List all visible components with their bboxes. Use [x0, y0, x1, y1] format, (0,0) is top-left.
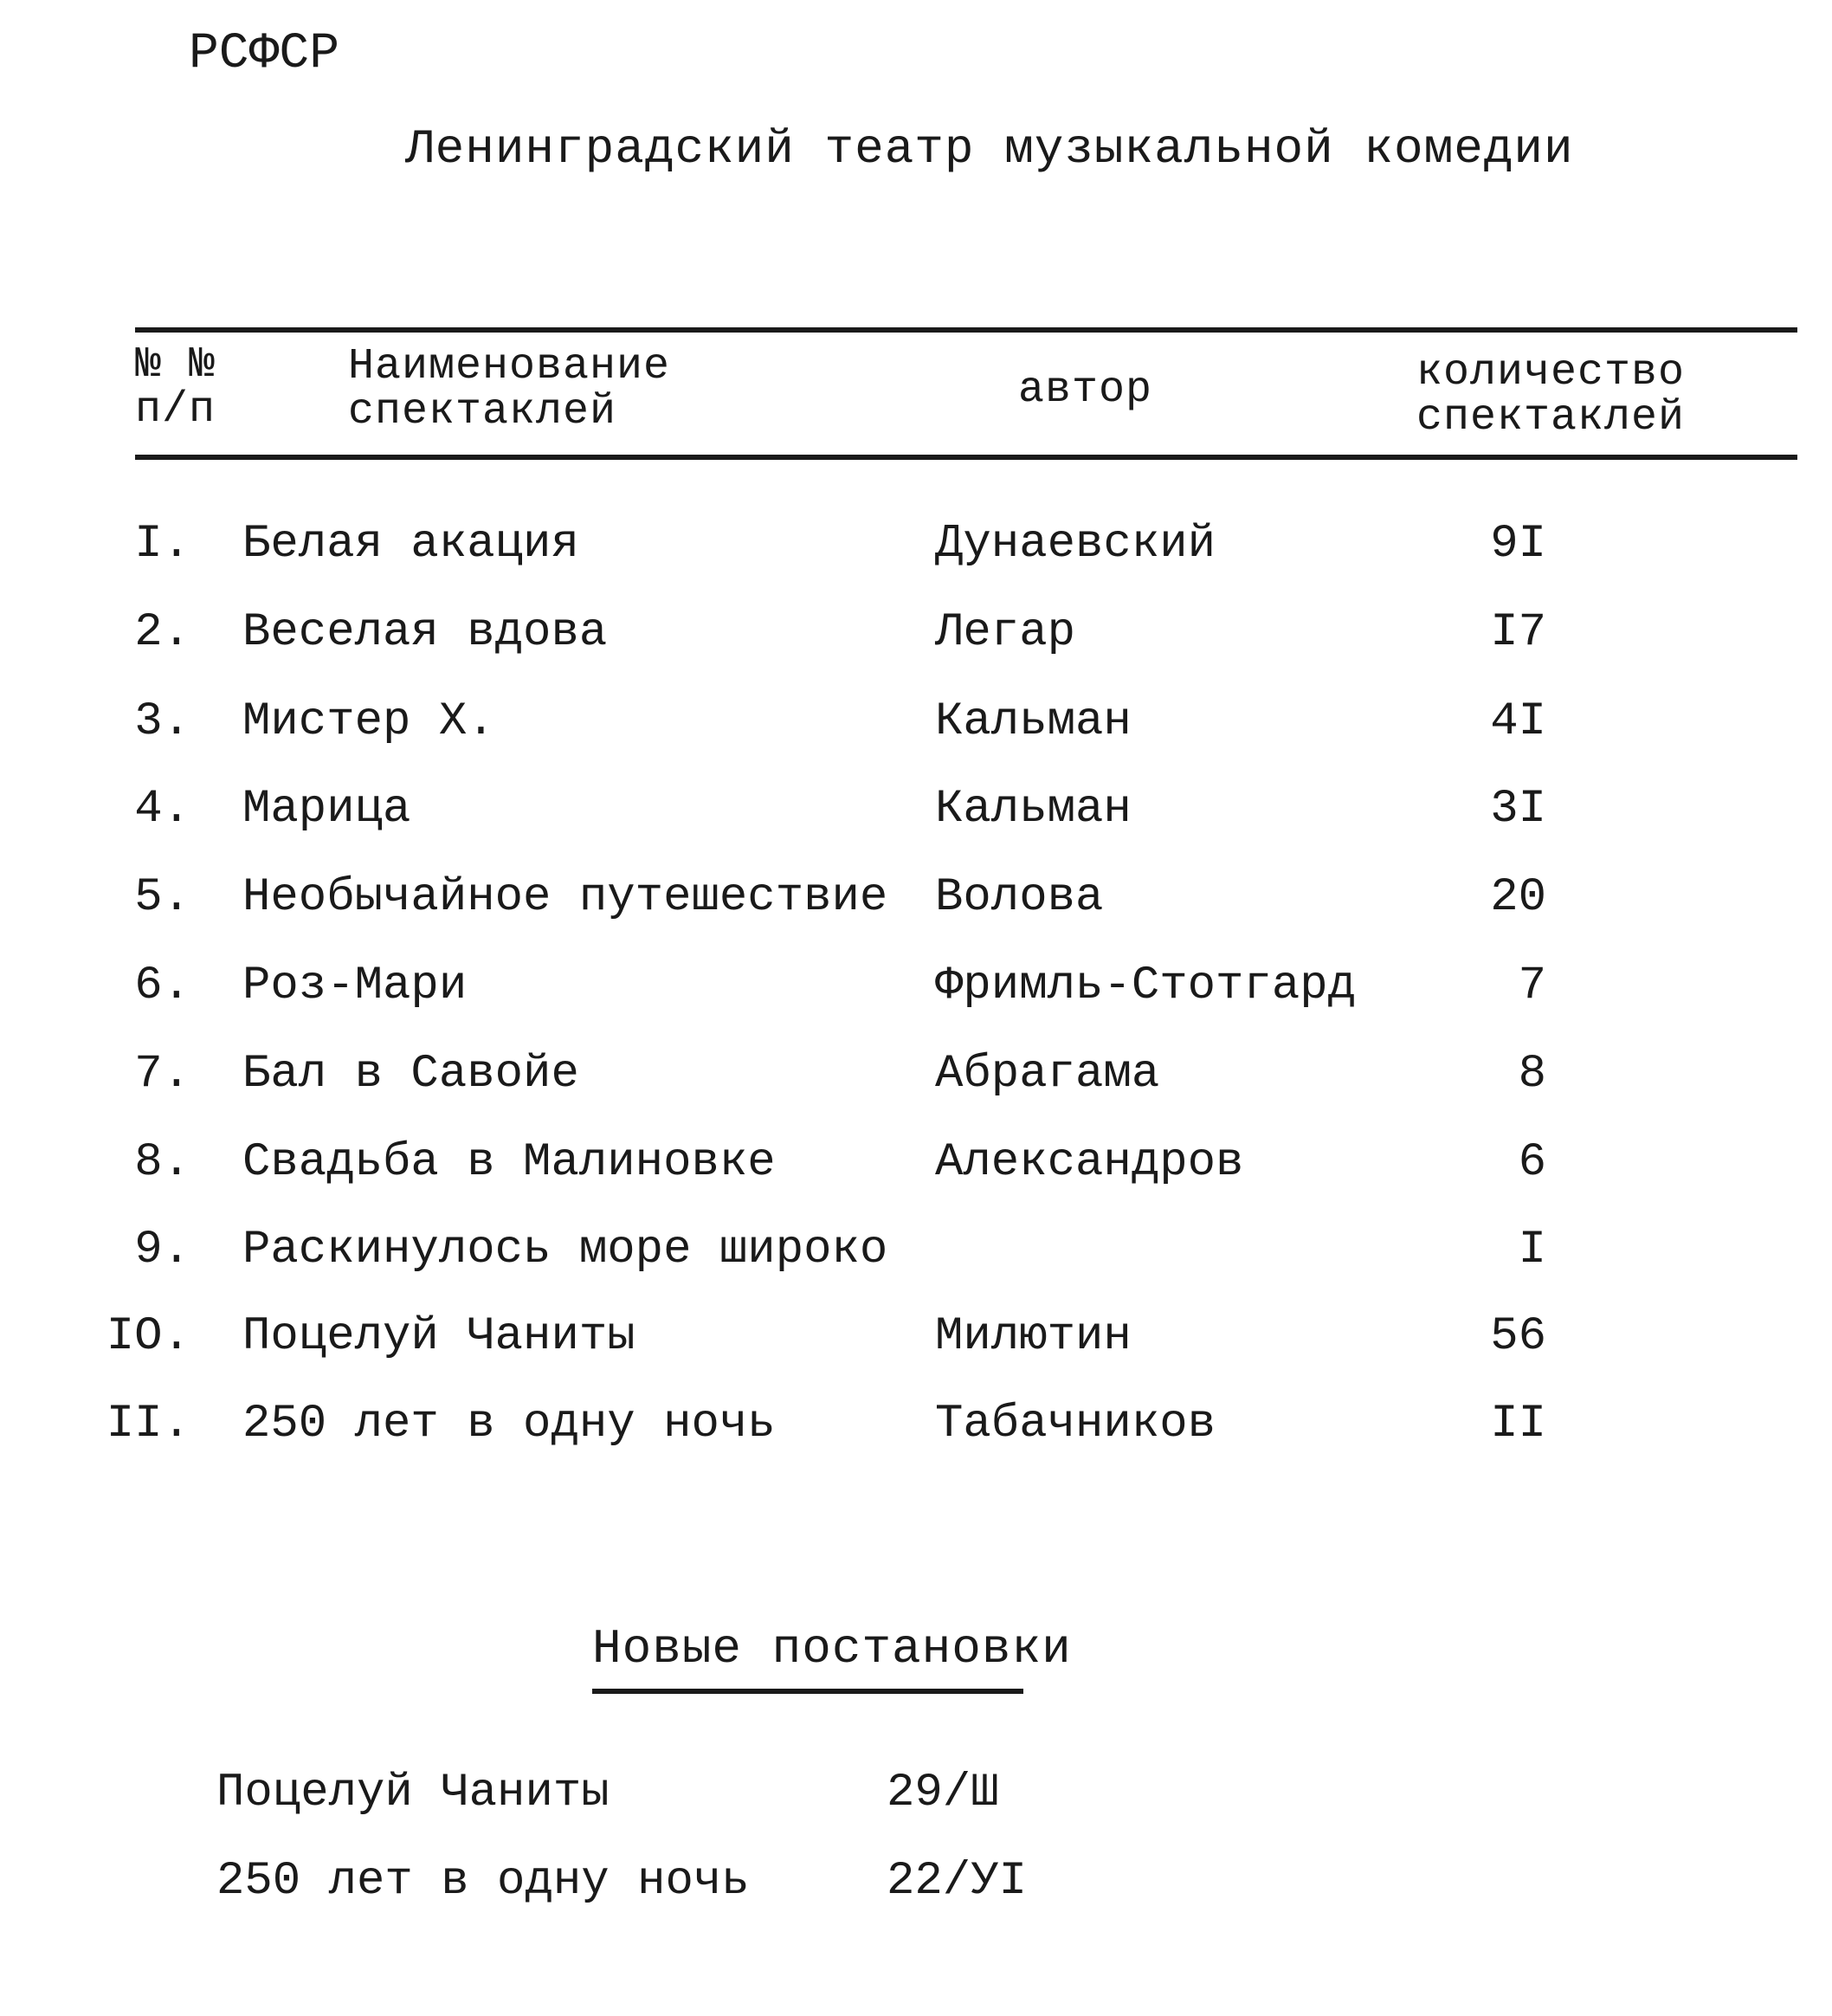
row-count: 4I	[1490, 695, 1546, 748]
row-count: 56	[1490, 1310, 1546, 1363]
row-number: I.	[134, 518, 190, 571]
table-header-rule	[135, 455, 1797, 460]
table-row	[0, 960, 1832, 1029]
list-item	[0, 1855, 1832, 1924]
table-row	[0, 606, 1832, 675]
table-row	[0, 1310, 1832, 1380]
row-count: I7	[1490, 606, 1546, 659]
table-row	[0, 1224, 1832, 1293]
row-title: 250 лет в одну ночь	[242, 1398, 776, 1451]
row-count: 7	[1518, 960, 1546, 1012]
row-number: IO.	[106, 1310, 190, 1363]
table-top-rule	[135, 327, 1797, 333]
row-title: Мистер Х.	[242, 695, 495, 748]
row-title: Марица	[242, 783, 411, 836]
row-author: Табачников	[935, 1398, 1216, 1451]
column-header-author: автор	[1018, 365, 1153, 415]
row-author: Кальман	[935, 783, 1132, 836]
row-title: Необычайное путешествие	[242, 871, 888, 924]
row-title: Поцелуй Чаниты	[242, 1310, 635, 1363]
row-number: 9.	[134, 1224, 190, 1276]
table-row	[0, 783, 1832, 852]
row-count: 9I	[1490, 518, 1546, 571]
table-row	[0, 518, 1832, 587]
new-productions-title: Новые постановки	[592, 1621, 1072, 1677]
table-row	[0, 1136, 1832, 1205]
row-title: Свадьба в Малиновке	[242, 1136, 776, 1189]
top-label: РСФСР	[189, 26, 340, 82]
row-count: II	[1490, 1398, 1546, 1451]
new-production-title: Поцелуй Чаниты	[216, 1767, 610, 1819]
row-title: Раскинулось море широко	[242, 1224, 888, 1276]
column-header-number: № № п/п	[135, 340, 216, 435]
row-number: II.	[106, 1398, 190, 1451]
row-number: 8.	[134, 1136, 190, 1189]
row-count: 6	[1518, 1136, 1546, 1189]
row-title: Веселая вдова	[242, 606, 608, 659]
table-row	[0, 1398, 1832, 1467]
new-productions-underline	[592, 1689, 1023, 1694]
row-count: I	[1518, 1224, 1546, 1276]
table-row	[0, 695, 1832, 765]
row-number: 2.	[134, 606, 190, 659]
table-row	[0, 871, 1832, 940]
list-item	[0, 1767, 1832, 1836]
row-number: 7.	[134, 1048, 190, 1101]
column-header-name: Наименование спектаклей	[348, 342, 671, 436]
row-title: Бал в Савойе	[242, 1048, 579, 1101]
row-number: 6.	[134, 960, 190, 1012]
new-production-date: 22/УI	[887, 1855, 1028, 1908]
new-production-date: 29/Ш	[887, 1767, 999, 1819]
row-author: Александров	[935, 1136, 1244, 1189]
row-count: 3I	[1490, 783, 1546, 836]
row-count: 8	[1518, 1048, 1546, 1101]
column-header-count: количество спектаклей	[1416, 348, 1686, 443]
row-author: Милютин	[935, 1310, 1132, 1363]
row-author: Дунаевский	[935, 518, 1216, 571]
row-title: Роз-Мари	[242, 960, 468, 1012]
row-number: 3.	[134, 695, 190, 748]
document-title: Ленинградский театр музыкальной комедии	[405, 121, 1574, 177]
row-author: Волова	[935, 871, 1104, 924]
row-count: 20	[1490, 871, 1546, 924]
row-author: Кальман	[935, 695, 1132, 748]
table-row	[0, 1048, 1832, 1117]
row-number: 5.	[134, 871, 190, 924]
row-author: Легар	[935, 606, 1076, 659]
new-production-title: 250 лет в одну ночь	[216, 1855, 750, 1908]
row-author: Абрагама	[935, 1048, 1160, 1101]
row-number: 4.	[134, 783, 190, 836]
row-author: Фримль-Стотгард	[935, 960, 1357, 1012]
row-title: Белая акация	[242, 518, 579, 571]
